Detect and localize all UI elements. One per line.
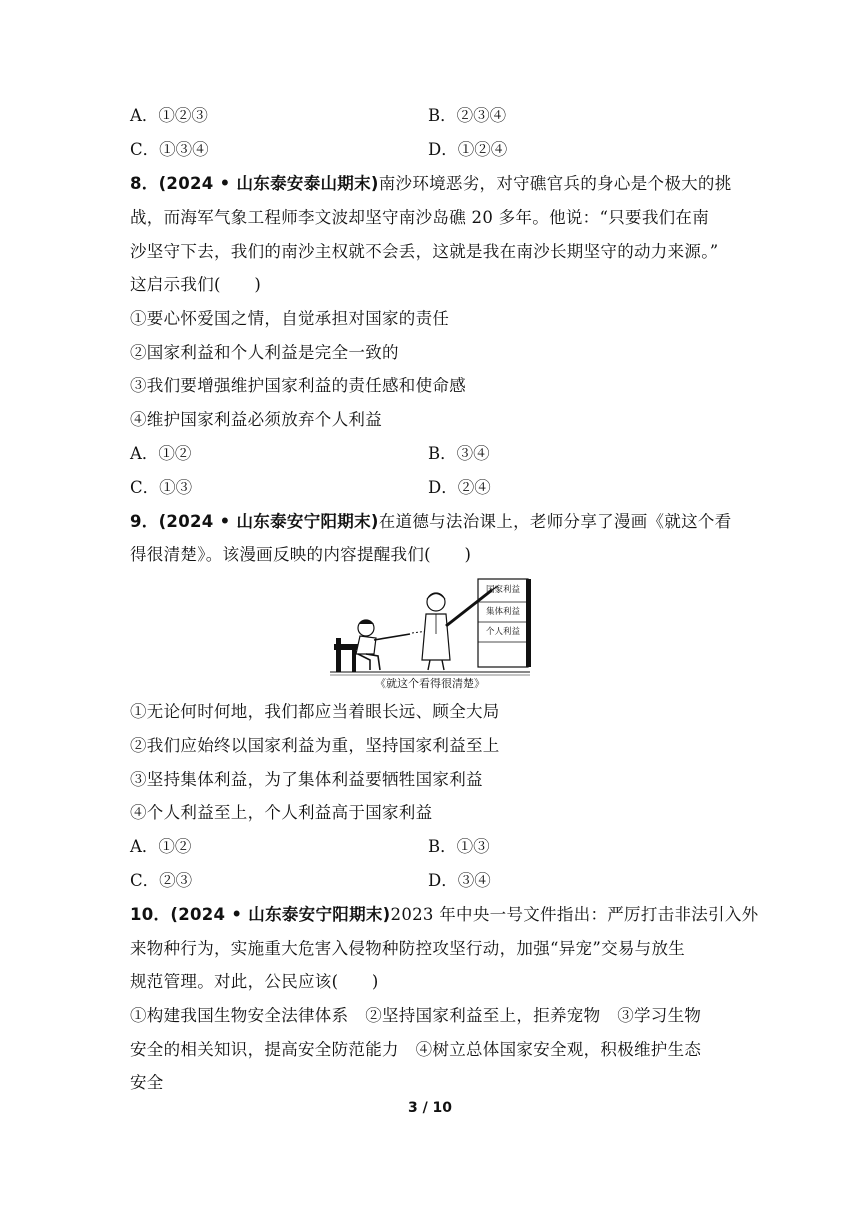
q9-option-c: C．②③	[130, 871, 193, 890]
q8-statement-3: ③我们要增强维护国家利益的责任感和使命感	[130, 376, 466, 395]
board-label-national: 国家利益	[485, 585, 520, 595]
q9-option-a: A．①②	[130, 837, 192, 856]
q8-statement-1: ①要心怀爱国之情，自觉承担对国家的责任	[130, 309, 450, 328]
q9-statement-4: ④个人利益至上，个人利益高于国家利益	[130, 803, 433, 822]
q9-option-d: D．③④	[428, 871, 491, 890]
q10-stem-line-1	[130, 903, 758, 927]
q10-statement-line-3: 安全	[130, 1073, 164, 1092]
q8-number: 8．	[130, 174, 159, 193]
q7-option-b: B．②③④	[428, 106, 507, 125]
q9-statement-2: ②我们应始终以国家利益为重，坚持国家利益至上	[130, 736, 500, 755]
q8-option-d: D．②④	[428, 478, 491, 497]
q8-statement-4: ④维护国家利益必须放弃个人利益	[130, 410, 382, 429]
q10-statement-line-2: 安全的相关知识，提高安全防范能力 ④树立总体国家安全观，积极维护生态	[130, 1040, 702, 1059]
q8-option-b: B．③④	[428, 444, 490, 463]
q8-source: (2024 • 山东泰安泰山期末)	[158, 174, 379, 193]
board-label-collective: 集体利益	[485, 607, 520, 617]
q9-number: 9．	[130, 512, 159, 531]
page-number: 3 / 10	[407, 1100, 453, 1116]
q10-statement-line-1: ①构建我国生物安全法律体系 ②坚持国家利益至上，拒养宠物 ③学习生物	[130, 1006, 702, 1025]
q10-source: (2024 • 山东泰安宁阳期末)	[170, 905, 391, 924]
q9-source: (2024 • 山东泰安宁阳期末)	[158, 512, 379, 531]
q8-stem-line-3: 沙坚守下去，我们的南沙主权就不会丢，这就是我在南沙长期坚守的动力来源。”	[130, 242, 719, 261]
q9-stem-line-1	[130, 510, 732, 534]
q8-option-c: C．①③	[130, 478, 193, 497]
q9-statement-3: ③坚持集体利益，为了集体利益要牺牲国家利益	[130, 770, 483, 789]
q7-option-c: C．①③④	[130, 140, 209, 159]
q9-option-b: B．①③	[428, 837, 490, 856]
q10-number: 10．	[130, 905, 171, 924]
q8-option-a: A．①②	[130, 444, 192, 463]
q8-stem-text: 南沙环境恶劣，对守礁官兵的身心是个极大的挑	[378, 174, 732, 193]
board-label-personal: 个人利益	[485, 627, 520, 637]
q8-stem-line-4: 这启示我们( )	[130, 275, 262, 294]
q9-statement-1: ①无论何时何地，我们都应当着眼长远、顾全大局	[130, 702, 500, 721]
q8-stem-line-2: 战，而海军气象工程师李文波却坚守南沙岛礁 20 多年。他说：“只要我们在南	[130, 208, 710, 227]
cartoon-caption: 《就这个看得很清楚》	[375, 677, 485, 690]
q8-statement-2: ②国家利益和个人利益是完全一致的	[130, 343, 399, 362]
q9-stem-text: 在道德与法治课上，老师分享了漫画《就这个看	[378, 512, 732, 531]
q10-stem-text: 2023 年中央一号文件指出：严厉打击非法引入外	[390, 905, 759, 924]
q9-cartoon-figure	[326, 574, 534, 694]
q7-option-a: A．①②③	[130, 106, 208, 125]
q10-stem-line-2: 来物种行为，实施重大危害入侵物种防控攻坚行动，加强“异宠”交易与放生	[130, 939, 686, 958]
q8-stem-line-1	[130, 172, 732, 196]
q10-stem-line-3: 规范管理。对此，公民应该( )	[130, 972, 379, 991]
q7-option-d: D．①②④	[428, 140, 508, 159]
q9-stem-line-2: 得很清楚》。该漫画反映的内容提醒我们( )	[130, 545, 472, 564]
